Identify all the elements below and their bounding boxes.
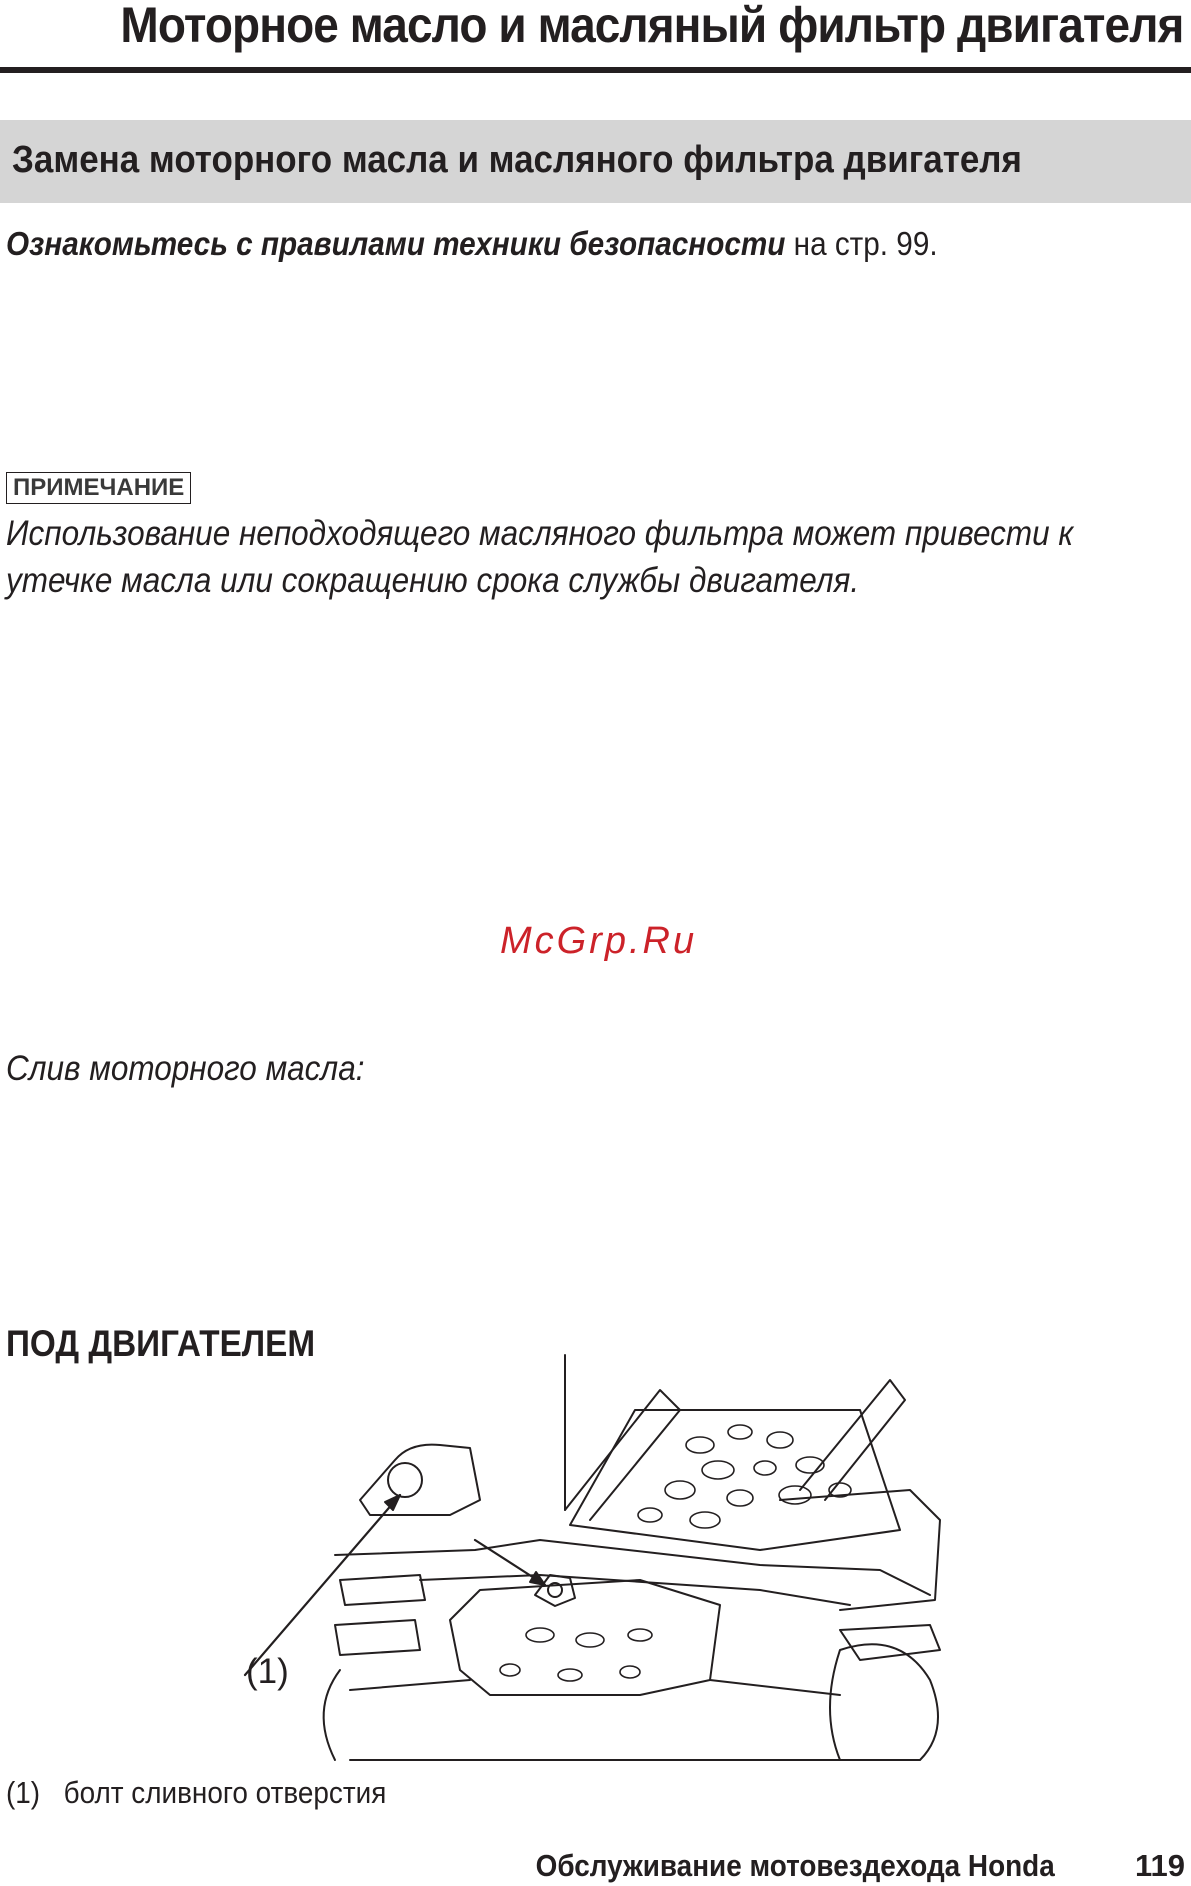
right-wheel xyxy=(830,1644,938,1760)
skid-plate-holes xyxy=(638,1425,851,1528)
engine-cross-frame xyxy=(335,1540,930,1595)
figure-title: ПОД ДВИГАТЕЛЕМ xyxy=(6,1323,316,1364)
left-frame-rail-lower xyxy=(335,1620,420,1655)
filter-housing xyxy=(360,1445,480,1515)
left-suspension-arm xyxy=(350,1680,470,1690)
crankcase-details xyxy=(500,1628,652,1681)
safety-reference-page: на стр. 99. xyxy=(785,225,938,262)
footer-text: Обслуживание мотовездехода Honda xyxy=(535,1848,1055,1883)
figure-caption-number: (1) xyxy=(6,1775,41,1810)
left-frame-rail xyxy=(340,1575,425,1605)
left-wheel xyxy=(324,1670,340,1760)
callout-arrow-head xyxy=(385,1495,400,1510)
right-suspension-arm xyxy=(710,1680,840,1695)
figure-callout-number: (1) xyxy=(246,1652,289,1691)
right-lower-bracket xyxy=(840,1625,940,1660)
right-frame-bracket xyxy=(780,1490,940,1610)
figure-caption xyxy=(6,1772,386,1814)
title-divider xyxy=(0,67,1191,73)
page-number: 119 xyxy=(1134,1848,1185,1883)
engine-underside-illustration xyxy=(240,1350,960,1770)
page-title: Моторное масло и масляный фильтр двигателя xyxy=(120,0,1183,53)
filter-cap xyxy=(388,1463,422,1497)
safety-reference-bold: Ознакомьтесь с правилами техники безопасности xyxy=(6,225,786,262)
drain-heading: Слив моторного масла: xyxy=(6,1049,365,1088)
crankcase xyxy=(450,1580,720,1695)
notice-text: Использование неподходящего масляного фильтра может привести к утечке масла или сокращению срока службы двигателя. xyxy=(6,514,1074,600)
skid-plate xyxy=(570,1410,900,1550)
drain-arrow-head xyxy=(530,1572,545,1585)
section-title: Замена моторного масла и масляного фильтра двигателя xyxy=(12,139,1022,181)
safety-reference xyxy=(6,222,938,266)
frame-member-right xyxy=(800,1380,905,1500)
notice-badge: ПРИМЕЧАНИЕ xyxy=(6,472,191,504)
watermark-link[interactable]: McGrp.Ru xyxy=(500,920,698,962)
figure-caption-text: болт сливного отверстия xyxy=(63,1775,387,1810)
callout-leader-line xyxy=(245,1495,400,1675)
